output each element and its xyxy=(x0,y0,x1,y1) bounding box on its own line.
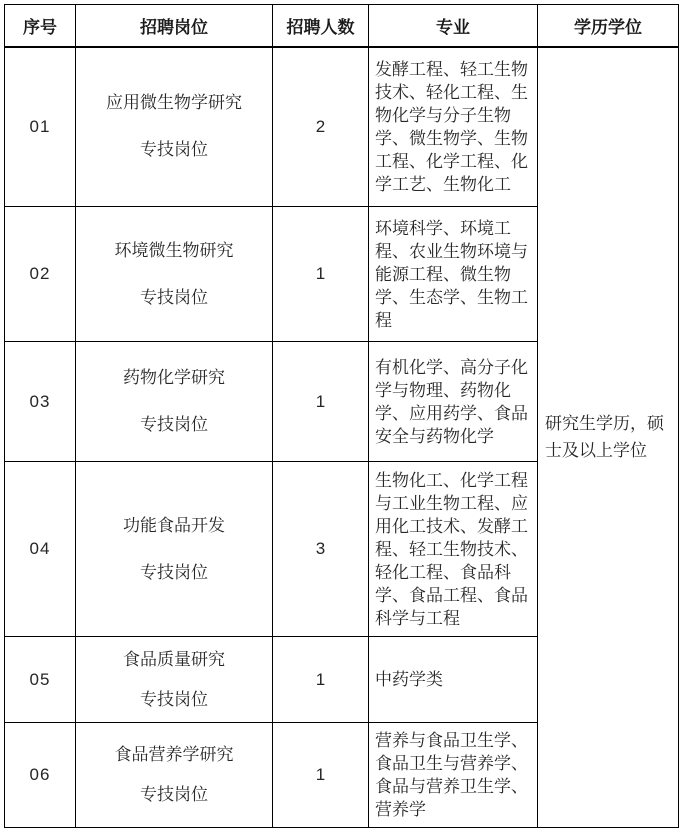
column-header-count: 招聘人数 xyxy=(273,5,369,47)
cell-majors: 有机化学、高分子化学与物理、药物化学、应用药学、食品安全与药物化学 xyxy=(369,342,538,462)
position-title: 功能食品开发 xyxy=(123,515,225,535)
column-header-major: 专业 xyxy=(369,5,538,47)
recruitment-table xyxy=(4,4,679,828)
cell-position xyxy=(76,723,273,828)
position-title: 应用微生物学研究 xyxy=(106,93,242,113)
cell-majors: 生物化工、化学工程与工业生物工程、应用化工技术、发酵工程、轻工生物技术、轻化工程、食品科学、食品工程、食品科学与工程 xyxy=(369,462,538,637)
cell-serial: 01 xyxy=(5,47,76,207)
cell-majors: 中药学类 xyxy=(369,637,538,723)
column-header-serial: 序号 xyxy=(5,5,76,47)
position-title: 环境微生物研究 xyxy=(114,240,234,260)
position-title: 食品营养学研究 xyxy=(114,745,234,764)
position-type: 专技岗位 xyxy=(140,140,208,160)
cell-position xyxy=(76,462,273,637)
cell-majors: 发酵工程、轻工生物技术、轻化工程、生物化学与分子生物学、微生物学、生物工程、化学工程、化学工艺、生物化工 xyxy=(369,47,538,207)
cell-serial: 02 xyxy=(5,207,76,342)
position-type: 专技岗位 xyxy=(140,562,208,582)
cell-serial: 04 xyxy=(5,462,76,637)
column-header-position: 招聘岗位 xyxy=(76,5,273,47)
column-header-degree: 学历学位 xyxy=(538,5,679,47)
cell-count: 1 xyxy=(273,637,369,723)
cell-position xyxy=(76,342,273,462)
position-type: 专技岗位 xyxy=(140,287,208,307)
cell-degree-merged: 研究生学历，硕士及以上学位 xyxy=(538,47,679,828)
cell-majors: 环境科学、环境工程、农业生物环境与能源工程、微生物学、生态学、生物工程 xyxy=(369,207,538,342)
table-row xyxy=(5,47,679,207)
cell-count: 1 xyxy=(273,207,369,342)
position-title: 药物化学研究 xyxy=(123,368,225,387)
cell-count: 1 xyxy=(273,723,369,828)
position-type: 专技岗位 xyxy=(140,689,208,709)
cell-count: 3 xyxy=(273,462,369,637)
cell-serial: 06 xyxy=(5,723,76,828)
cell-position xyxy=(76,637,273,723)
position-title: 食品质量研究 xyxy=(123,649,225,669)
table-header-row xyxy=(5,5,679,47)
cell-serial: 05 xyxy=(5,637,76,723)
cell-position xyxy=(76,47,273,207)
position-type: 专技岗位 xyxy=(140,415,208,434)
cell-position xyxy=(76,207,273,342)
cell-serial: 03 xyxy=(5,342,76,462)
cell-majors: 营养与食品卫生学、食品卫生与营养学、食品与营养卫生学、营养学 xyxy=(369,723,538,828)
position-type: 专技岗位 xyxy=(140,785,208,804)
cell-count: 1 xyxy=(273,342,369,462)
cell-count: 2 xyxy=(273,47,369,207)
